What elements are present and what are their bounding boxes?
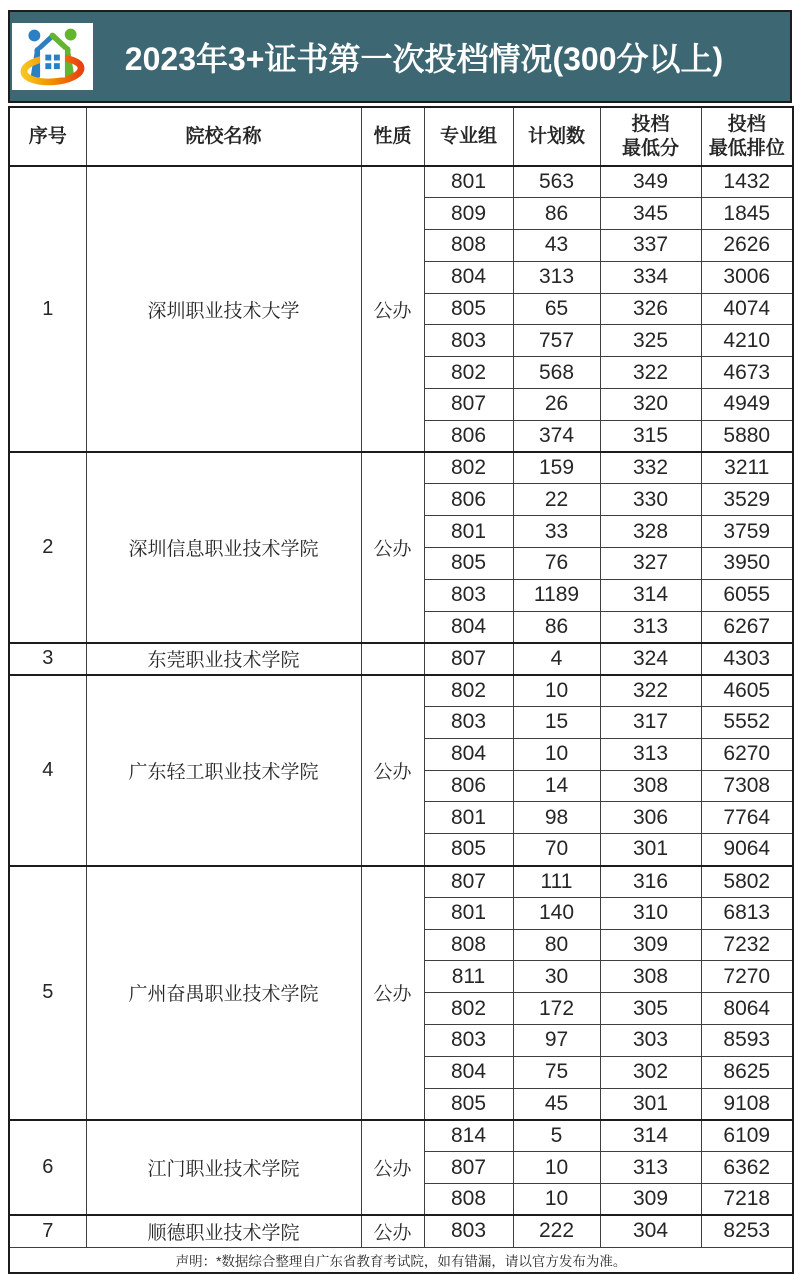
cell-index: 7 xyxy=(9,1215,86,1247)
cell-min-rank: 5880 xyxy=(701,420,793,452)
col-header-school xyxy=(86,107,361,166)
cell-min-score: 303 xyxy=(600,1025,701,1057)
cell-index: 3 xyxy=(9,643,86,675)
cell-min-score: 327 xyxy=(600,548,701,580)
cell-plan-count: 757 xyxy=(513,325,600,357)
col-header-label: 专业组 xyxy=(439,125,497,147)
cell-min-score: 349 xyxy=(600,166,701,198)
cell-min-score: 302 xyxy=(600,1056,701,1088)
cell-major-group: 803 xyxy=(424,579,513,611)
cell-min-rank: 6813 xyxy=(701,897,793,929)
cell-min-rank: 3529 xyxy=(701,484,793,516)
cell-plan-count: 563 xyxy=(513,166,600,198)
cell-index: 1 xyxy=(9,166,86,452)
cell-plan-count: 10 xyxy=(513,1152,600,1184)
cell-index: 5 xyxy=(9,866,86,1120)
cell-min-rank: 1845 xyxy=(701,198,793,230)
cell-min-rank: 6055 xyxy=(701,579,793,611)
cell-school-name: 江门职业技术学院 xyxy=(86,1120,361,1215)
cell-type: 公办 xyxy=(361,1215,424,1247)
cell-min-rank: 4074 xyxy=(701,293,793,325)
cell-min-rank: 6109 xyxy=(701,1120,793,1152)
cell-major-group: 807 xyxy=(424,866,513,898)
cell-index: 6 xyxy=(9,1120,86,1215)
cell-min-rank: 7308 xyxy=(701,770,793,802)
cell-major-group: 801 xyxy=(424,897,513,929)
table-row xyxy=(9,675,793,707)
cell-min-score: 330 xyxy=(600,484,701,516)
cell-min-score: 306 xyxy=(600,802,701,834)
cell-major-group: 803 xyxy=(424,707,513,739)
table-header-row xyxy=(9,107,793,166)
cell-min-rank: 3950 xyxy=(701,548,793,580)
cell-min-score: 337 xyxy=(600,230,701,262)
cell-major-group: 808 xyxy=(424,929,513,961)
table-row xyxy=(9,166,793,198)
cell-plan-count: 98 xyxy=(513,802,600,834)
cell-min-score: 313 xyxy=(600,738,701,770)
cell-min-rank: 8253 xyxy=(701,1215,793,1247)
admission-results-table xyxy=(8,106,794,1274)
cell-min-rank: 7270 xyxy=(701,961,793,993)
cell-plan-count: 86 xyxy=(513,611,600,643)
cell-type: 公办 xyxy=(361,452,424,643)
cell-min-score: 326 xyxy=(600,293,701,325)
cell-plan-count: 75 xyxy=(513,1056,600,1088)
cell-plan-count: 80 xyxy=(513,929,600,961)
col-header-major-group xyxy=(424,107,513,166)
cell-min-rank: 5802 xyxy=(701,866,793,898)
cell-min-score: 301 xyxy=(600,834,701,866)
cell-min-rank: 7218 xyxy=(701,1184,793,1216)
cell-min-score: 317 xyxy=(600,707,701,739)
cell-plan-count: 86 xyxy=(513,198,600,230)
cell-min-rank: 7764 xyxy=(701,802,793,834)
cell-major-group: 806 xyxy=(424,484,513,516)
cell-major-group: 807 xyxy=(424,1152,513,1184)
cell-plan-count: 568 xyxy=(513,357,600,389)
cell-min-score: 314 xyxy=(600,1120,701,1152)
cell-plan-count: 313 xyxy=(513,261,600,293)
house-people-logo-icon xyxy=(14,25,91,88)
cell-major-group: 814 xyxy=(424,1120,513,1152)
cell-major-group: 805 xyxy=(424,548,513,580)
cell-plan-count: 76 xyxy=(513,548,600,580)
cell-min-rank: 8064 xyxy=(701,993,793,1025)
cell-index: 4 xyxy=(9,675,86,866)
cell-major-group: 801 xyxy=(424,802,513,834)
cell-plan-count: 10 xyxy=(513,675,600,707)
table-row xyxy=(9,866,793,898)
cell-min-score: 301 xyxy=(600,1088,701,1120)
cell-major-group: 802 xyxy=(424,452,513,484)
cell-min-rank: 7232 xyxy=(701,929,793,961)
cell-plan-count: 43 xyxy=(513,230,600,262)
cell-min-score: 309 xyxy=(600,1184,701,1216)
cell-major-group: 801 xyxy=(424,166,513,198)
cell-school-name: 深圳信息职业技术学院 xyxy=(86,452,361,643)
cell-plan-count: 159 xyxy=(513,452,600,484)
cell-min-score: 304 xyxy=(600,1215,701,1247)
cell-type: 公办 xyxy=(361,866,424,1120)
cell-min-score: 324 xyxy=(600,643,701,675)
table-footer xyxy=(9,1247,793,1273)
cell-min-score: 320 xyxy=(600,389,701,421)
cell-min-score: 310 xyxy=(600,897,701,929)
table-body xyxy=(9,166,793,1247)
cell-type: 公办 xyxy=(361,675,424,866)
cell-type: 公办 xyxy=(361,166,424,452)
cell-min-score: 316 xyxy=(600,866,701,898)
cell-min-rank: 9108 xyxy=(701,1088,793,1120)
cell-plan-count: 4 xyxy=(513,643,600,675)
cell-plan-count: 45 xyxy=(513,1088,600,1120)
title-band xyxy=(8,10,792,103)
cell-min-rank: 3759 xyxy=(701,516,793,548)
cell-min-score: 325 xyxy=(600,325,701,357)
cell-min-rank: 1432 xyxy=(701,166,793,198)
cell-school-name: 广州奋禺职业技术学院 xyxy=(86,866,361,1120)
cell-min-score: 345 xyxy=(600,198,701,230)
cell-major-group: 809 xyxy=(424,198,513,230)
cell-major-group: 806 xyxy=(424,420,513,452)
cell-plan-count: 65 xyxy=(513,293,600,325)
cell-min-rank: 6362 xyxy=(701,1152,793,1184)
cell-major-group: 802 xyxy=(424,675,513,707)
cell-major-group: 808 xyxy=(424,230,513,262)
logo-box xyxy=(12,23,93,90)
cell-min-rank: 6270 xyxy=(701,738,793,770)
cell-plan-count: 10 xyxy=(513,1184,600,1216)
cell-index: 2 xyxy=(9,452,86,643)
cell-min-rank: 5552 xyxy=(701,707,793,739)
cell-major-group: 802 xyxy=(424,993,513,1025)
cell-plan-count: 140 xyxy=(513,897,600,929)
cell-plan-count: 30 xyxy=(513,961,600,993)
cell-plan-count: 111 xyxy=(513,866,600,898)
cell-min-score: 314 xyxy=(600,579,701,611)
col-header-label: 性质 xyxy=(373,125,412,147)
cell-min-score: 332 xyxy=(600,452,701,484)
cell-min-rank: 4673 xyxy=(701,357,793,389)
col-header-type xyxy=(361,107,424,166)
cell-min-rank: 4605 xyxy=(701,675,793,707)
cell-major-group: 805 xyxy=(424,1088,513,1120)
table-row xyxy=(9,1120,793,1152)
cell-min-score: 334 xyxy=(600,261,701,293)
cell-major-group: 803 xyxy=(424,1215,513,1247)
cell-min-rank: 3006 xyxy=(701,261,793,293)
cell-plan-count: 26 xyxy=(513,389,600,421)
table-row xyxy=(9,643,793,675)
cell-major-group: 803 xyxy=(424,325,513,357)
cell-min-score: 328 xyxy=(600,516,701,548)
cell-min-score: 308 xyxy=(600,770,701,802)
cell-min-rank: 8625 xyxy=(701,1056,793,1088)
cell-plan-count: 22 xyxy=(513,484,600,516)
cell-min-score: 313 xyxy=(600,1152,701,1184)
cell-min-rank: 4210 xyxy=(701,325,793,357)
cell-major-group: 803 xyxy=(424,1025,513,1057)
cell-major-group: 805 xyxy=(424,834,513,866)
cell-school-name: 广东轻工职业技术学院 xyxy=(86,675,361,866)
cell-plan-count: 33 xyxy=(513,516,600,548)
cell-min-rank: 6267 xyxy=(701,611,793,643)
cell-min-score: 308 xyxy=(600,961,701,993)
table-row xyxy=(9,1215,793,1247)
cell-major-group: 807 xyxy=(424,389,513,421)
cell-plan-count: 5 xyxy=(513,1120,600,1152)
cell-major-group: 802 xyxy=(424,357,513,389)
col-header-label-line2: 最低分 xyxy=(621,137,679,159)
cell-major-group: 801 xyxy=(424,516,513,548)
cell-plan-count: 14 xyxy=(513,770,600,802)
cell-major-group: 808 xyxy=(424,1184,513,1216)
col-header-min-rank xyxy=(701,107,793,166)
cell-min-rank: 2626 xyxy=(701,230,793,262)
cell-min-score: 322 xyxy=(600,675,701,707)
cell-min-rank: 4303 xyxy=(701,643,793,675)
cell-min-rank: 4949 xyxy=(701,389,793,421)
cell-major-group: 805 xyxy=(424,293,513,325)
col-header-plan-count xyxy=(513,107,600,166)
col-header-min-score xyxy=(600,107,701,166)
cell-min-score: 322 xyxy=(600,357,701,389)
cell-school-name: 东莞职业技术学院 xyxy=(86,643,361,675)
cell-min-rank: 9064 xyxy=(701,834,793,866)
col-header-index xyxy=(9,107,86,166)
page-title: 2023年3+证书第一次投档情况(300分以上) xyxy=(124,40,724,77)
cell-min-score: 315 xyxy=(600,420,701,452)
cell-major-group: 804 xyxy=(424,261,513,293)
cell-min-score: 305 xyxy=(600,993,701,1025)
cell-min-rank: 8593 xyxy=(701,1025,793,1057)
cell-plan-count: 97 xyxy=(513,1025,600,1057)
cell-plan-count: 1189 xyxy=(513,579,600,611)
cell-type: 公办 xyxy=(361,1120,424,1215)
cell-major-group: 804 xyxy=(424,611,513,643)
cell-plan-count: 10 xyxy=(513,738,600,770)
cell-plan-count: 70 xyxy=(513,834,600,866)
col-header-label: 序号 xyxy=(28,125,67,147)
col-header-label: 投档 xyxy=(631,113,670,135)
col-header-label-line2: 最低排位 xyxy=(708,137,785,159)
col-header-label: 投档 xyxy=(727,113,766,135)
cell-plan-count: 222 xyxy=(513,1215,600,1247)
footer-note: 声明：*数据综合整理自广东省教育考试院，如有错漏，请以官方发布为准。 xyxy=(9,1247,793,1273)
col-header-label: 院校名称 xyxy=(185,125,262,147)
cell-min-score: 313 xyxy=(600,611,701,643)
col-header-label: 计划数 xyxy=(527,125,585,147)
cell-min-score: 309 xyxy=(600,929,701,961)
cell-school-name: 顺德职业技术学院 xyxy=(86,1215,361,1247)
cell-plan-count: 15 xyxy=(513,707,600,739)
cell-school-name: 深圳职业技术大学 xyxy=(86,166,361,452)
cell-type xyxy=(361,643,424,675)
cell-major-group: 804 xyxy=(424,738,513,770)
cell-plan-count: 172 xyxy=(513,993,600,1025)
cell-plan-count: 374 xyxy=(513,420,600,452)
cell-major-group: 806 xyxy=(424,770,513,802)
cell-major-group: 811 xyxy=(424,961,513,993)
cell-major-group: 807 xyxy=(424,643,513,675)
cell-min-rank: 3211 xyxy=(701,452,793,484)
cell-major-group: 804 xyxy=(424,1056,513,1088)
table-row xyxy=(9,452,793,484)
